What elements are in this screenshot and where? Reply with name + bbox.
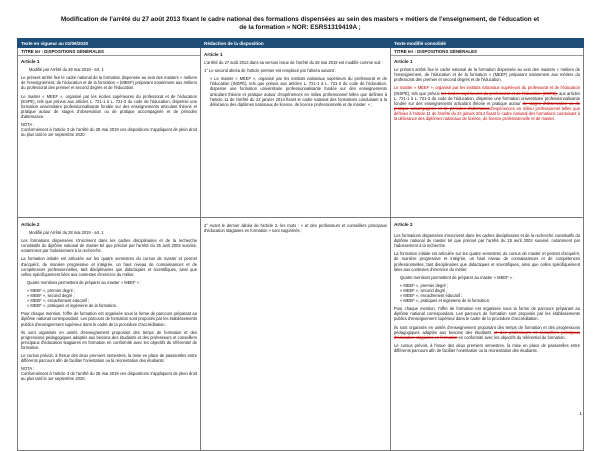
paragraph: Les formations dispensées s'inscrivent dans les cadres disciplinaires et de la recherche constitutifs du diplôme national de master tel que précisé par l'arrêté du 25 avril 2002 susvisé, notamment par l'adossement à la recherche. (21, 238, 197, 254)
cell-drafting-article-2 (201, 218, 391, 451)
list-item: « MEEF », pratiques et ingénierie de la formation. (27, 303, 118, 309)
nota-text: Conformément à l'article 3 de l'arrêté du 28 mai 2019 ces dispositions s'appliquent de plein droit au plus tard le 1er septembre 2020. (21, 127, 197, 138)
deleted-text: de stages d'observation ou de pratique accompagnée et de périodes d'alternance (394, 100, 580, 111)
article-heading: Article 1 (394, 59, 413, 65)
paragraph: Quatre mentions permettent de préparer au master « MEEF » : (27, 279, 142, 285)
modification-note: Modifié par Arrêté du 28 mai 2019 - art. 1 (29, 67, 104, 73)
paragraph: Le master « MEEF », organisé par les écoles supérieures du professorat et de l'éducation (ESPE), tels que prévus aux articles L. 721-1 à L. 721-3 du code de l'éducation, dispense une formation universitaire professionnalisante fondée sur des enseignements articulant théorie et pratique autour de stages d'observation ou de pratique accompagnée et de périodes d'alternance. (21, 93, 197, 119)
inserted-text: d'expériences en milieu professionnel telles que définies à l'article 11 de l'arrêté du 22 janvier 2014 fixant le cadre national des formations conduisant à la délivrance des diplômes nationaux de licence, de licence professionnelle et de master (394, 105, 580, 122)
nota-label: NOTA : (21, 366, 35, 372)
column-header-drafting: Rédaction de la disposition (201, 39, 391, 48)
list-item: « MEEF », encadrement éducatif ; (27, 298, 90, 304)
cell-drafting-article-1 (201, 48, 391, 218)
list-item: « MEEF », second degré ; (400, 287, 448, 293)
cell-consolidated-article-2 (391, 218, 584, 451)
list-item: « MEEF », second degré ; (27, 293, 75, 299)
nota-label: NOTA : (21, 122, 35, 128)
paragraph: Pour chaque mention, l'offre de formation est organisée sous la forme de parcours préparant au diplôme national correspondant. Les parcours de formation sont proposés par les établissements publics d'enseignement supérieur dans le cadre de la procédure d'accréditation. (394, 306, 580, 322)
nota-text: Conformément à l'article 3 de l'arrêté du 28 mai 2019 ces dispositions s'appliquent de plein droit au plus tard le 1er septembre 2020. (21, 371, 197, 382)
list-item: « MEEF », pratiques et ingénierie de la formation. (400, 298, 491, 304)
document-title: Modification de l'arrêté du 27 août 2013 fixant le cadre national des formations dispensées au sein des masters « métiers de l'enseignement, de l'éducation et de la formation » NOR: ESRS1319419A ; (60, 16, 540, 31)
table-header-row (18, 39, 584, 48)
paragraph: Les formations dispensées s'inscrivent dans les cadres disciplinaires et de la recherche constitutifs du diplôme national de master tel que précisé par l'arrêté du 25 avril 2002 susvisé, notamment par l'adossement à la recherche. (394, 233, 580, 249)
paragraph: Ils sont organisés en unités d'enseignement proposant des temps de formation et des progressions pédagogiques adaptés aux besoins des étudiants et des professeurs et conseillers principaux d'éducation stagiaires en formation en conformité avec les objectifs du référentiel de formation. (21, 329, 197, 350)
page-number: 1 (579, 411, 582, 416)
title-heading: TITRE Ier : DISPOSITIONS GÉNÉRALES (391, 49, 583, 56)
paragraph: Le cursus prévoit, à l'issue des deux premiers semestres, la mise en place de passerelles entre différents parcours afin de faciliter l'orientation ou la réorientation des étudiants. (21, 352, 197, 364)
list-item: « MEEF », premier degré ; (27, 287, 76, 293)
cell-consolidated-article-1 (391, 48, 584, 218)
paragraph: Le cursus prévoit, à l'issue des deux premiers semestres, la mise en place de passerelles entre différents parcours afin de faciliter l'orientation ou la réorientation des étudiants. (394, 342, 580, 353)
mention-list (394, 283, 580, 303)
column-header-consolidated: Texte modifié consolidé (391, 39, 584, 48)
article-heading: Article 2 (394, 222, 413, 227)
paragraph: « Le master « MEEF », organisé par les instituts nationaux supérieurs du professorat et de l'éducation (INSPÉ), tels que prévus aux articles L. 721-1 à L. 721-3 du code de l'éducation, dispense une formation universitaire professionnalisante fondée sur des enseignements articulant théorie et pratique autour d'expériences en milieu professionnel telles que définies à l'article 11 de l'arrêté du 22 janvier 2014 fixant le cadre national des formations conduisant à la délivrance des diplômes nationaux de licence, de licence professionnelle et de master. » ; (210, 76, 387, 107)
deleted-text: et des professeurs et conseillers principaux d'éducation stagiaires en formation (394, 329, 580, 340)
paragraph: Quatre mentions permettent de préparer au master « MEEF » : (400, 274, 515, 280)
column-header-current: Texte en vigueur au 01/09/2020 (18, 39, 201, 48)
mention-list (21, 288, 197, 308)
paragraph-with-changes: Le master « MEEF », organisé par les instituts nationaux supérieurs du professorat et de l'éducation (INSPÉ), tels que prévus les écoles supérieures du professorat et de l'éducation (ESPE), aux articles L. 721-1 à L. 721-3 du code de l'éducation, dispense une formation universitaire professionnalisante fondée sur des enseignements articulant théorie et pratique autour de stages d'observation ou de pratique accompagnée et de périodes d'alternanced'expériences en milieu professionnel telles que définies à l'article 11 de l'arrêté du 22 janvier 2014 fixant le cadre national des formations conduisant à la délivrance des diplômes nationaux de licence, de licence professionnelle et de master. (394, 85, 580, 122)
paragraph-with-changes: Ils sont organisés en unités d'enseignement proposant des temps de formation et des progressions pédagogiques adaptés aux besoins des étudiants et des professeurs et conseillers principaux d'éducation stagiaires en formation en conformité avec les objectifs du référentiel de formation. (394, 324, 580, 340)
cell-current-article-2 (18, 218, 201, 451)
deleted-text: les écoles supérieures du professorat et de l'éducation (ESPE), (441, 90, 558, 96)
comparison-table (17, 38, 584, 451)
paragraph: 2° Avant le dernier alinéa de l'article 2, les mots : « et des professeurs et conseillers principaux d'éducation stagiaires en formation » sont supprimés ; (204, 223, 387, 234)
article-heading: Article 2 (21, 222, 40, 227)
list-item: « MEEF », premier degré ; (400, 282, 449, 288)
article-heading: Article 1 (204, 52, 223, 57)
table-row (18, 48, 584, 218)
paragraph: La formation initiale est articulée sur les quatre semestres du cursus de master et permet d'acquérir, de manière progressive et intégrée, un haut niveau de connaissances et de compétences professionnelles, tant disciplinaires que didactiques et scientifiques, ainsi que celles spécifiquement liées aux contextes d'exercice du métier. (21, 256, 197, 277)
cell-current-article-1 (18, 48, 201, 218)
modification-note: Modifié par Arrêté du 28 mai 2019 - art. 1 (29, 230, 104, 236)
inserted-text: les instituts nationaux supérieurs du professorat et de l'éducation (459, 85, 580, 91)
article-heading: Article 1 (21, 59, 40, 65)
paragraph: 1° Le second alinéa de l'article premier est remplacé par l'alinéa suivant : (204, 68, 337, 74)
list-item: « MEEF », encadrement éducatif ; (400, 293, 463, 299)
title-heading: TITRE Ier : DISPOSITIONS GÉNÉRALES (18, 49, 200, 56)
table-row (18, 218, 584, 451)
paragraph: Pour chaque mention, l'offre de formation est organisée sous la forme de parcours préparant au diplôme national correspondant. Les parcours de formation sont proposés par les établissements publics d'enseignement supérieur dans le cadre de la procédure d'accréditation. (21, 311, 197, 327)
paragraph: L'arrêté du 27 août 2013 dans sa version issue de l'arrêté du 28 mai 2019 est modifié comme suit : (204, 60, 383, 66)
paragraph: La formation initiale est articulée sur les quatre semestres du cursus de master et permet d'acquérir, de manière progressive et intégrée, un haut niveau de connaissances et de compétences professionnelles, tant disciplinaires que didactiques et scientifiques, ainsi que celles spécifiquement liées aux contextes d'exercice du métier. (394, 251, 580, 272)
paragraph: Le présent arrêté fixe le cadre national de la formation dispensée au sein des masters « métiers de l'enseignement, de l'éducation et de la formation » (MEEF) préparant notamment aux métiers du professorat des premier et second degrés et de l'éducation. (21, 75, 197, 91)
paragraph: Le présent arrêté fixe le cadre national de la formation dispensée au sein des masters « métiers de l'enseignement, de l'éducation et de la formation » (MEEF) préparant notamment aux métiers du professorat des premier et second degrés et de l'éducation. (394, 67, 580, 83)
